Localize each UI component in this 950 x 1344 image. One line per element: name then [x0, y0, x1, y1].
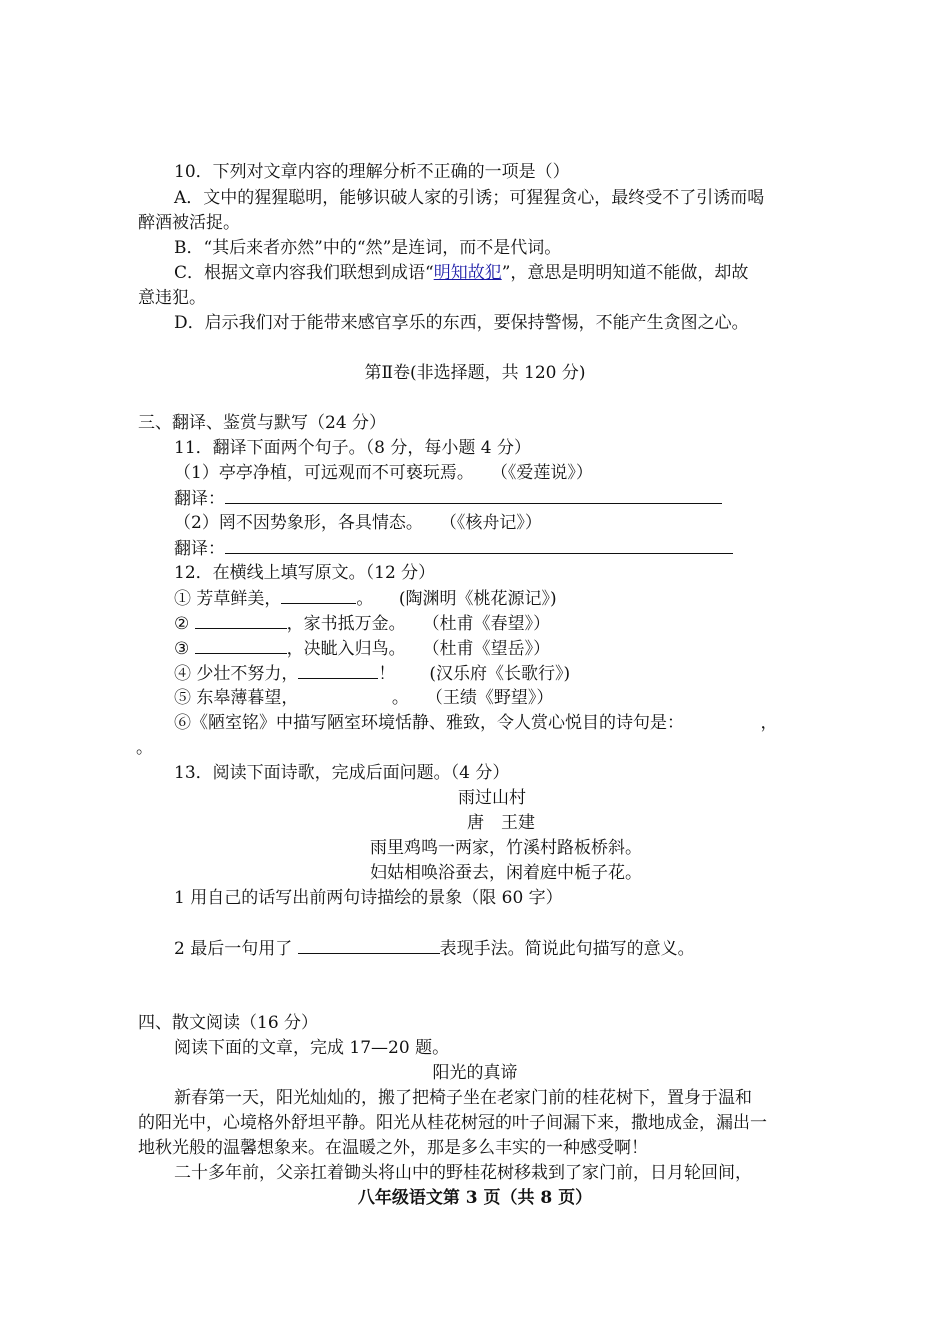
q10-option-c-text-end: ”，意思是明明知道不能做，却故: [501, 263, 749, 283]
essay-p1-line1: 新春第一天，阳光灿灿的，搬了把椅子坐在老家门前的桂花树下，置身于温和: [174, 1088, 752, 1108]
recite-4-text: ④ 少壮不努力，: [174, 664, 299, 684]
q11-stem: 11．翻译下面两个句子。（8 分，每小题 4 分）: [174, 438, 531, 458]
essay-p2-line1: 二十多年前，父亲扛着锄头将山中的野桂花树移栽到了家门前，日月轮回间，: [174, 1163, 752, 1183]
essay-p1-line3: 地秋光般的温馨想象来。在温暖之外，那是多么丰实的一种感受啊！: [138, 1138, 648, 1158]
recite-3-num: ③: [174, 639, 195, 659]
essay-p1-line2: 的阳光中，心境格外舒坦平静。阳光从桂花树冠的叶子间漏下来，撒地成金，漏出一: [138, 1113, 767, 1133]
q12-stem: 12．在横线上填写原文。（12 分）: [174, 563, 436, 583]
recite-4-blank[interactable]: [298, 661, 378, 679]
q12-recite-6-end: 。: [136, 738, 153, 758]
translation-answer-line-2[interactable]: [225, 536, 733, 554]
section-4-heading: 四、散文阅读（16 分）: [138, 1013, 319, 1033]
q11-translation-1: [174, 486, 722, 511]
q13-sub-2-text-end: 表现手法。简说此句描写的意义。: [439, 939, 695, 959]
q10-option-c-line2: 意违犯。: [138, 288, 206, 308]
recite-1-source: 。 (陶渊明《桃花源记》): [356, 589, 557, 609]
poem-line-1: 雨里鸡鸣一两家，竹溪村路板桥斜。: [370, 838, 642, 858]
recite-2-num: ②: [174, 614, 195, 634]
recite-3-source: ，决眦入归鸟。 （杜甫《望岳》）: [286, 639, 551, 659]
recite-2-blank[interactable]: [195, 611, 287, 629]
q10-option-a-line2: 醉酒被活捉。: [138, 213, 240, 233]
q13-stem: 13．阅读下面诗歌，完成后面问题。（4 分）: [174, 763, 510, 783]
q12-recite-1: [174, 586, 557, 611]
section-4-intro: 阅读下面的文章，完成 17—20 题。: [174, 1038, 450, 1058]
recite-3-blank[interactable]: [195, 636, 287, 654]
q12-recite-4: [174, 661, 570, 686]
q10-option-b: B．“其后来者亦然”中的“然”是连词，而不是代词。: [174, 238, 562, 258]
recite-1-blank[interactable]: [281, 586, 356, 604]
q10-option-d: D．启示我们对于能带来感官享乐的东西，要保持警惕，不能产生贪图之心。: [174, 313, 749, 333]
q11-sentence-2: （2）罔不因势象形，各具情态。 （《核舟记》）: [174, 513, 542, 533]
q10-option-c-line1: [174, 261, 748, 285]
q10-option-a-line1: A．文中的猩猩聪明，能够识破人家的引诱；可猩猩贪心，最终受不了引诱而喝: [174, 188, 765, 208]
translation-answer-line-1[interactable]: [225, 486, 722, 504]
q13-sub-2-text: 2 最后一句用了: [174, 939, 298, 959]
q12-recite-6: ⑥《陋室铭》中描写陋室环境恬静、雅致，令人赏心悦目的诗句是： ，: [174, 713, 778, 733]
q10-option-c-text: C．根据文章内容我们联想到成语“: [174, 263, 434, 283]
q12-recite-2: [174, 611, 550, 636]
q12-recite-3: [174, 636, 550, 661]
poem-title: 雨过山村: [458, 788, 526, 808]
recite-2-source: ，家书抵万金。 （杜甫《春望》）: [286, 614, 551, 634]
q11-sentence-1: （1）亭亭净植，可远观而不可亵玩焉。 （《爱莲说》）: [174, 463, 593, 483]
essay-title: 阳光的真谛: [432, 1063, 518, 1083]
q12-recite-5: ⑤ 东皋薄暮望， 。 （王绩《野望》）: [174, 688, 554, 708]
q11-translation-2: [174, 536, 733, 561]
page-footer: 八年级语文第 3 页（共 8 页）: [357, 1188, 593, 1208]
poem-author: 唐 王建: [467, 813, 535, 833]
poem-line-2: 妇姑相唤浴蚕去，闲着庭中栀子花。: [370, 863, 642, 883]
translation-label: 翻译：: [174, 489, 225, 509]
volume-2-title: 第Ⅱ卷(非选择题，共 120 分): [364, 363, 586, 383]
recite-1-text: ① 芳草鲜美，: [174, 589, 282, 609]
section-3-heading: 三、翻译、鉴赏与默写（24 分）: [138, 413, 387, 433]
q13-sub-2: [174, 936, 695, 961]
recite-4-source: ！ (汉乐府《长歌行》): [378, 664, 571, 684]
q10-stem: 10．下列对文章内容的理解分析不正确的一项是（）: [174, 162, 570, 182]
q13-technique-blank[interactable]: [298, 936, 440, 954]
q13-sub-1: 1 用自己的话写出前两句诗描绘的景象（限 60 字）: [174, 888, 563, 908]
translation-label: 翻译：: [174, 539, 225, 559]
idiom-link[interactable]: 明知故犯: [433, 263, 502, 283]
